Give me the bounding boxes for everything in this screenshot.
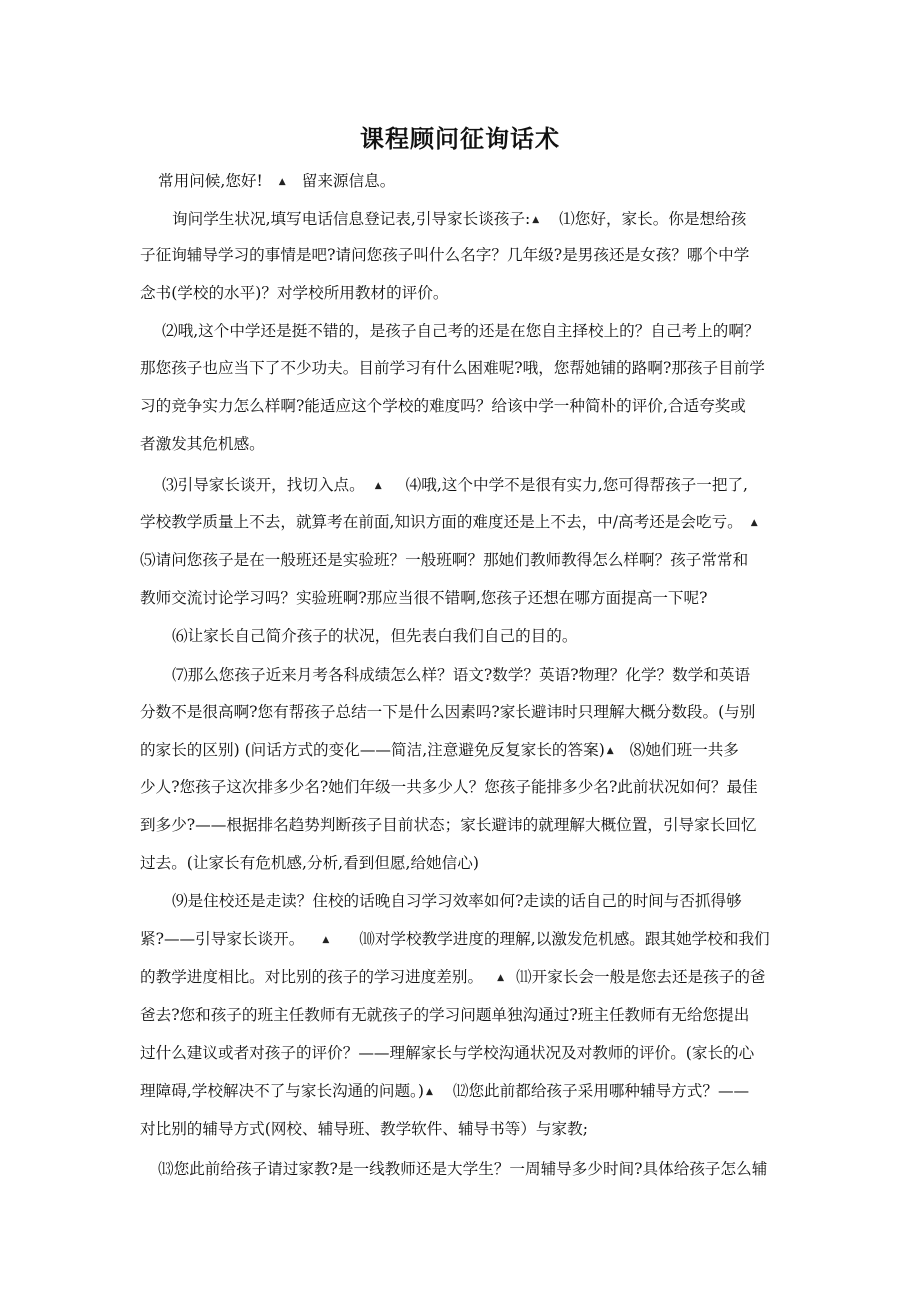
- text-segment: 留来源信息。: [301, 172, 396, 190]
- text-segment: 常用问候,您好!: [158, 172, 263, 190]
- text-segment: ⑾开家长会一般是您去还是孩子的爸: [516, 968, 766, 986]
- text-segment: ⑿您此前都给孩子采用哪种辅导方式？——: [452, 1082, 750, 1100]
- text-line: [158, 171, 395, 192]
- text-line: 念书(学校的水平)？对学校所用教材的评价。: [140, 284, 449, 302]
- text-line: 到多少?——根据排名趋势判断孩子目前状态；家长避讳的就理解大概位置，引导家长回忆: [140, 816, 757, 834]
- text-line: 对比别的辅导方式(网校、辅导班、教学软件、辅导书等）与家教;: [140, 1120, 588, 1138]
- text-line: [140, 740, 739, 761]
- triangle-marker-icon: ▲: [374, 481, 382, 491]
- text-segment: ⑻她们班一共多: [629, 741, 739, 759]
- text-line: [172, 209, 746, 230]
- triangle-marker-icon: ▲: [425, 1087, 433, 1097]
- text-line: 子征询辅导学习的事情是吧?请问您孩子叫什么名字？几年级?是男孩还是女孩？哪个中学: [140, 246, 750, 264]
- text-line: 少人?您孩子这次排多少名?她们年级一共多少人？您孩子能排多少名?此前状况如何？最佳: [140, 778, 758, 796]
- triangle-marker-icon: ▲: [532, 215, 540, 225]
- text-line: ⑵哦,这个中学还是挺不错的，是孩子自己考的还是在您自主择校上的？自己考上的啊？: [162, 322, 760, 340]
- text-line: ⑺那么您孩子近来月考各科成绩怎么样？语文?数学？英语?物理？化学？数学和英语: [172, 666, 751, 684]
- text-line: ⑼是住校还是走读？住校的话晚自习学习效率如何?走读的话自己的时间与否抓得够: [172, 892, 742, 910]
- text-line: ⑸请问您孩子是在一般班还是实验班？一般班啊？那她们教师教得怎么样啊？孩子常常和: [140, 551, 749, 569]
- text-segment: ⑽对学校教学进度的理解,以激发危机感。跟其她学校和我们: [359, 930, 770, 948]
- triangle-marker-icon: ▲: [606, 746, 614, 756]
- text-line: 分数不是很高啊?您有帮孩子总结一下是什么因素吗?家长避讳时只理解大概分数段。(与别: [140, 703, 756, 721]
- text-line: ⒀您此前给孩子请过家教?是一线教师还是大学生？一周辅导多少时间?具体给孩子怎么辅: [158, 1160, 768, 1178]
- text-segment: ⑷哦,这个中学不是很有实力,您可得帮孩子一把了,: [405, 476, 748, 494]
- text-line: 者激发其危机感。: [140, 435, 265, 453]
- text-line: [140, 512, 760, 533]
- triangle-marker-icon: ▲: [750, 518, 758, 528]
- text-segment: 询问学生状况,填写电话信息登记表,引导家长谈孩子:: [172, 210, 531, 228]
- triangle-marker-icon: ▲: [278, 177, 286, 187]
- text-segment: 紧?——引导家长谈开。: [140, 930, 305, 948]
- text-line: 习的竞争实力怎么样啊?能适应这个学校的难度吗？给该中学一种简朴的评价,合适夸奖或: [140, 397, 746, 415]
- text-line: 过什么建议或者对孩子的评价？——理解家长与学校沟通状况及对教师的评价。(家长的心: [140, 1044, 755, 1062]
- text-line: [140, 967, 766, 988]
- text-line: ⑹让家长自己简介孩子的状况，但先表白我们自己的目的。: [172, 627, 578, 645]
- document-title: 课程顾问征询话术: [360, 124, 560, 153]
- text-segment: 学校教学质量上不去，就算考在前面,知识方面的难度还是上不去，中/高考还是会吃亏。: [140, 513, 743, 531]
- text-line: 那您孩子也应当下了不少功夫。目前学习有什么困难呢?哦，您帮她铺的路啊?那孩子目前学: [140, 359, 765, 377]
- text-segment: 理障碍,学校解决不了与家长沟通的问题。): [140, 1082, 424, 1100]
- text-segment: ⑶引导家长谈开，找切入点。: [162, 476, 365, 494]
- triangle-marker-icon: ▲: [322, 935, 330, 945]
- text-segment: ⑴您好，家长。你是想给孩: [559, 210, 747, 228]
- triangle-marker-icon: ▲: [497, 973, 504, 983]
- text-line: [140, 929, 770, 950]
- text-line: 过去。(让家长有危机感,分析,看到但愿,给她信心): [140, 854, 479, 872]
- text-line: [140, 1081, 749, 1102]
- text-segment: 的教学进度相比。对比别的孩子的学习进度差别。: [140, 968, 484, 986]
- text-line: [162, 475, 748, 496]
- text-line: 爸去?您和孩子的班主任教师有无就孩子的学习问题单独沟通过?班主任教师有无给您提出: [140, 1006, 750, 1024]
- text-segment: 的家长的区别) (问话方式的变化——简洁,注意避免反复家长的答案): [140, 741, 605, 759]
- text-line: 教师交流讨论学习吗？实验班啊?那应当很不错啊,您孩子还想在哪方面提高一下呢?: [140, 589, 708, 607]
